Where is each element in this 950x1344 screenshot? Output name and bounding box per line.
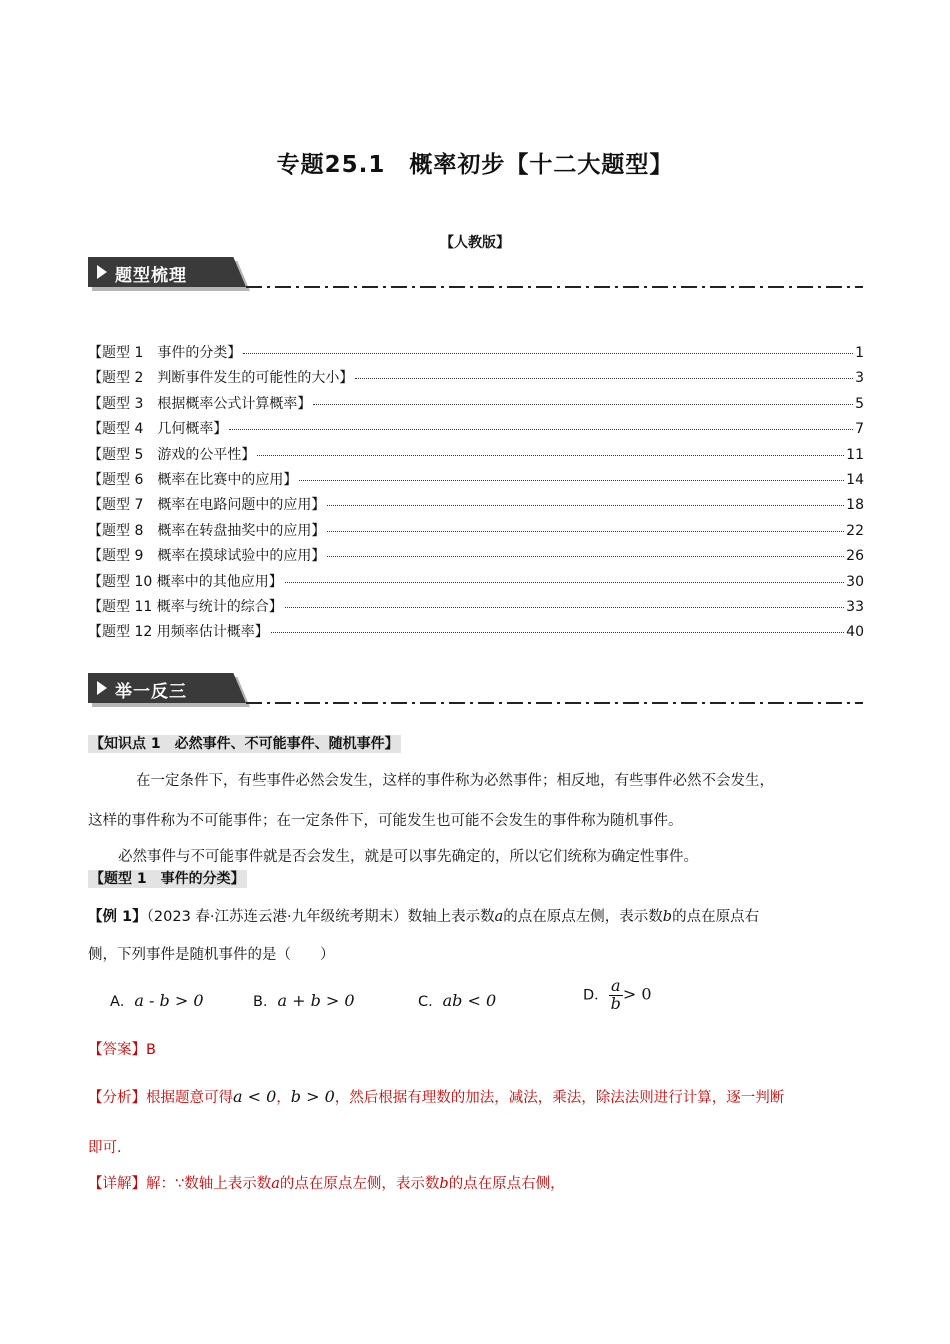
option-d[interactable]: D． $\frac{a}{b}$ > 0 — [583, 976, 652, 1013]
toc-item[interactable]: 【题型 1 事件的分类】 1 — [88, 345, 864, 361]
knowledge-paragraph-line1: 在一定条件下，有些事件必然会发生，这样的事件称为必然事件；相反地，有些事件必然不会发生， — [136, 773, 774, 789]
toc-item[interactable]: 【题型 10 概率中的其他应用】 30 — [88, 573, 864, 590]
example-line1: 【例 1】（2023 春·江苏连云港·九年级统考期末）数轴上表示数a的点在原点左侧，表示数b的点在原点右 — [88, 909, 760, 925]
practice-banner — [88, 673, 863, 707]
type-heading: 【题型 1 事件的分类】 — [90, 871, 245, 887]
example-line2: 侧，下列事件是随机事件的是（ ） — [88, 947, 335, 963]
toc-banner — [88, 257, 863, 291]
toc-item[interactable]: 【题型 8 概率在转盘抽奖中的应用】 22 — [88, 522, 864, 539]
knowledge-paragraph-2: 必然事件与不可能事件就是否会发生，就是可以事先确定的，所以它们统称为确定性事件。 — [118, 849, 698, 865]
table-of-contents — [88, 342, 864, 647]
dash-divider — [246, 702, 863, 704]
analysis-line1: 【分析】根据题意可得a < 0，b > 0，然后根据有理数的加法，减法，乘法，除法法则进行计算，逐一判断 — [88, 1087, 785, 1106]
toc-item[interactable]: 【题型 5 游戏的公平性】 11 — [88, 446, 864, 463]
toc-item[interactable]: 【题型 4 几何概率】 7 — [88, 421, 864, 438]
practice-banner-label: 举一反三 — [115, 682, 187, 702]
option-b[interactable]: B．a + b > 0 — [253, 991, 355, 1010]
edition-label: 【人教版】 — [440, 235, 510, 251]
toc-item[interactable]: 【题型 2 判断事件发生的可能性的大小】 3 — [88, 370, 864, 387]
option-c[interactable]: C．ab < 0 — [418, 991, 497, 1010]
option-a[interactable]: A．a - b > 0 — [110, 991, 204, 1010]
knowledge-paragraph-line2: 这样的事件称为不可能事件；在一定条件下，可能发生也可能不会发生的事件称为随机事件。 — [88, 813, 683, 829]
toc-item[interactable]: 【题型 7 概率在电路问题中的应用】 18 — [88, 497, 864, 514]
toc-item[interactable]: 【题型 12 用频率估计概率】 40 — [88, 624, 864, 641]
toc-item[interactable]: 【题型 11 概率与统计的综合】 33 — [88, 598, 864, 615]
toc-item[interactable]: 【题型 9 概率在摸球试验中的应用】 26 — [88, 548, 864, 565]
detail-line: 【详解】解：∵数轴上表示数a的点在原点左侧，表示数b的点在原点右侧， — [88, 1176, 565, 1192]
answer-line: 【答案】B — [88, 1042, 156, 1058]
page-title: 专题25.1 概率初步【十二大题型】 — [276, 152, 674, 178]
toc-item[interactable]: 【题型 6 概率在比赛中的应用】 14 — [88, 471, 864, 488]
analysis-line2: 即可. — [88, 1140, 122, 1156]
play-triangle-icon — [97, 265, 107, 279]
knowledge-heading: 【知识点 1 必然事件、不可能事件、随机事件】 — [90, 736, 399, 752]
dash-divider — [246, 286, 863, 288]
play-triangle-icon — [97, 681, 107, 695]
toc-item[interactable]: 【题型 3 根据概率公式计算概率】 5 — [88, 395, 864, 412]
toc-banner-label: 题型梳理 — [115, 266, 187, 286]
